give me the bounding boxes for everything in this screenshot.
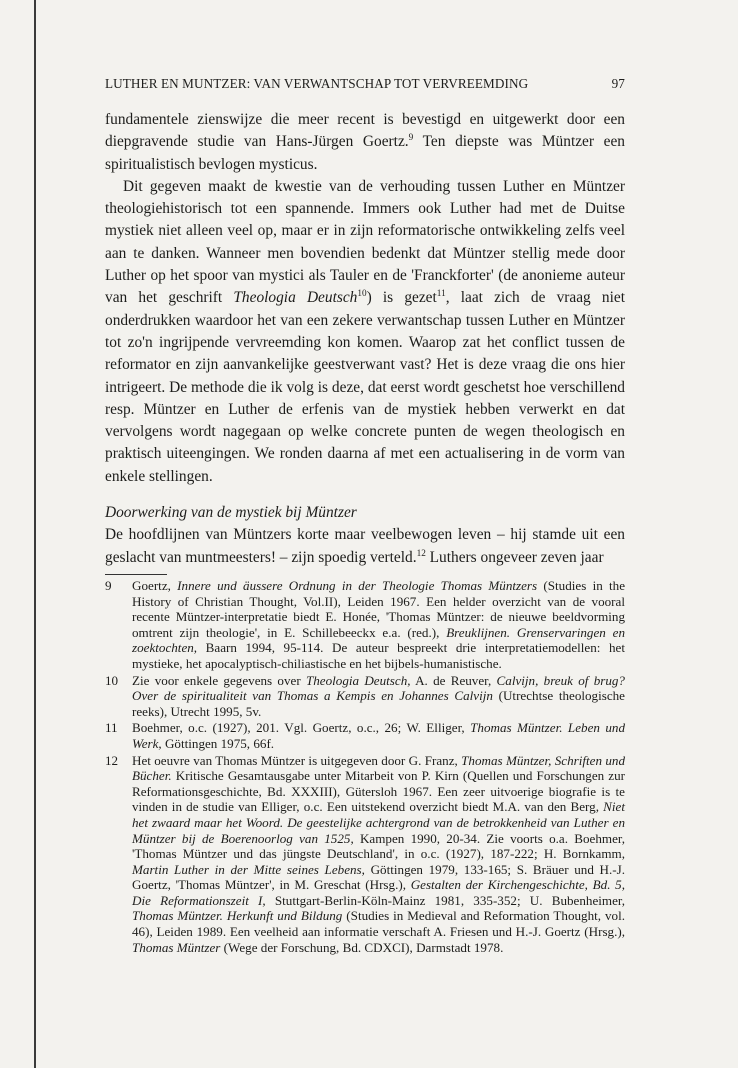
footnote-12 [105, 753, 625, 956]
footnote-9 [105, 578, 625, 672]
page-number: 97 [611, 76, 625, 91]
footnote-ref-10[interactable]: 10 [357, 288, 367, 299]
title-theologia-deutsch: Theologia Deutsch [233, 289, 358, 307]
running-head-title: LUTHER EN MUNTZER: VAN VERWANTSCHAP TOT VERVREEMDING [105, 76, 529, 91]
footnote-text: Zie voor enkele gegevens over Theologia Deutsch, A. de Reuver, Calvijn, breuk of brug? Over de spiritualiteit van Thomas a Kempis en Johannes Calvijn (Utrechtse theologische reeks), Utrecht 1995, 5v. [132, 672, 625, 719]
section-heading: Doorwerking van de mystiek bij Müntzer [105, 504, 357, 522]
paragraph-3: De hoofdlijnen van Müntzers korte maar veelbewogen leven – hij stamde uit een geslacht van muntmeesters! – zijn spoedig verteld.$^{12}$ Luthers ongeveer zeven jaar [105, 526, 625, 566]
footnotes [105, 578, 625, 956]
footnote-10 [105, 673, 625, 720]
footnote-number: 11 [105, 720, 118, 736]
running-head [105, 76, 625, 92]
footnote-number: 9 [105, 578, 112, 593]
page-binding-edge [34, 0, 36, 1068]
main-text [105, 109, 625, 569]
footnote-text: Het oeuvre van Thomas Müntzer is uitgegeven door G. Franz, Thomas Müntzer, Schriften und Bücher. Kritische Gesamtausgabe unter Mitarbeit von P. Kirn (Quellen und Forschungen zur Reformationsgeschichte, Bd. XXXIII), Gütersloh 1967. Een zeer uitvoerige biografie is te vinden in de studie van Elliger, o.c. Een uitstekend overzicht biedt M.A. van den Berg, Niet het zwaard maar het Woord. De geestelijke achtergrond van de betrokkenheid van Luther en Müntzer bij de Boerenoorlog van 1525, Kampen 1990, 20-34. Zie voorts o.a. Boehmer, 'Thomas Müntzer und das jüngste Deutschland', in o.c. (1927), 187-222; H. Bornkamm, Martin Luther in der Mitte seines Lebens, Göttingen 1979, 133-165; S. Bräuer und H.-J. Goertz, 'Thomas Müntzer', in M. Greschat (Hrsg.), Gestalten der Kirchengeschichte, Bd. 5, Die Reformationszeit I, Stuttgart-Berlin-Köln-Mainz 1981, 335-352; U. Bubenheimer, Thomas Müntzer. Herkunft und Bildung (Studies in Medieval and Reformation Thought, vol. 46), Leiden 1989. Een veelheid aan informatie verschaft A. Friesen und H.-J. Goertz (Hrsg.), Thomas Müntzer (Wege der Forschung, Bd. CDXCI), Darmstadt 1978. [132, 752, 626, 955]
book-page [105, 0, 625, 1068]
footnote-number: 12 [105, 752, 119, 768]
footnote-ref-9[interactable]: 9 [408, 132, 414, 143]
footnote-text: Goertz, Innere und äussere Ordnung in der Theologie Thomas Müntzers (Studies in the History of Christian Thought, Vol.II), Leiden 1967. Een helder overzicht van de vooral recente Müntzer-interpretatie biedt E. Honée, 'Thomas Müntzer: de nieuwe beeldvorming omtrent zijn theologie', in E. Schillebeeckx e.a. (red.), Breuklijnen. Grenservaringen en zoektochten, Baarn 1994, 95-114. De auteur bespreekt drie interpretatiemodellen: het mystieke, het apocalyptisch-chiliastische en het bijbels-humanistische. [132, 578, 626, 671]
footnote-ref-11[interactable]: 11 [436, 288, 446, 299]
footnote-text: Boehmer, o.c. (1927), 201. Vgl. Goertz, o.c., 26; W. Elliger, Thomas Müntzer. Leben und Werk, Göttingen 1975, 66f. [132, 720, 625, 751]
paragraph-2: Dit gegeven maakt de kwestie van de verhouding tussen Luther en Müntzer theologiehistorisch tot een spannende. Immers ook Luther had met de Duitse mystiek niet alleen veel op, maar er in zijn reformatorische ontwikkeling zelfs veel aan te danken. Wanneer men bovendien bedenkt dat Müntzer stellig mede door Luther op het spoor van mystici als Tauler en de 'Franckforter' (de anonieme auteur van het geschrift Theologia Deutsch$^{10}$) is gezet$^{11}$, laat zich de vraag niet onderdrukken waardoor het van een zekere verwantschap tussen Luther en Müntzer tot zo'n ingrijpende vervreemding kon komen. Waarop zat het conflict tussen de reformator en zijn aanvankelijke geestverwant vast? Het is deze vraag die ons hier intrigeert. De methode die ik volg is deze, dat eerst wordt geschetst hoe verschillend resp. Müntzer en Luther de erfenis van de mystiek hebben verwerkt en dat vervolgens wordt nagegaan op welke concrete punten de wegen theologisch en praktisch uiteengingen. We ronden daarna af met een actualisering in de vorm van enkele stellingen. [105, 177, 625, 485]
footnote-separator [105, 574, 167, 575]
footnote-ref-12[interactable]: 12 [416, 547, 426, 558]
footnote-11 [105, 720, 625, 751]
footnote-number: 10 [105, 672, 119, 688]
paragraph-1: fundamentele zienswijze die meer recent is bevestigd en uitgewerkt door een diepgravende studie van Hans-Jürgen Goertz.$^9$ Ten diepste was Müntzer een spiritualistisch bevlogen mysticus. [105, 111, 625, 173]
